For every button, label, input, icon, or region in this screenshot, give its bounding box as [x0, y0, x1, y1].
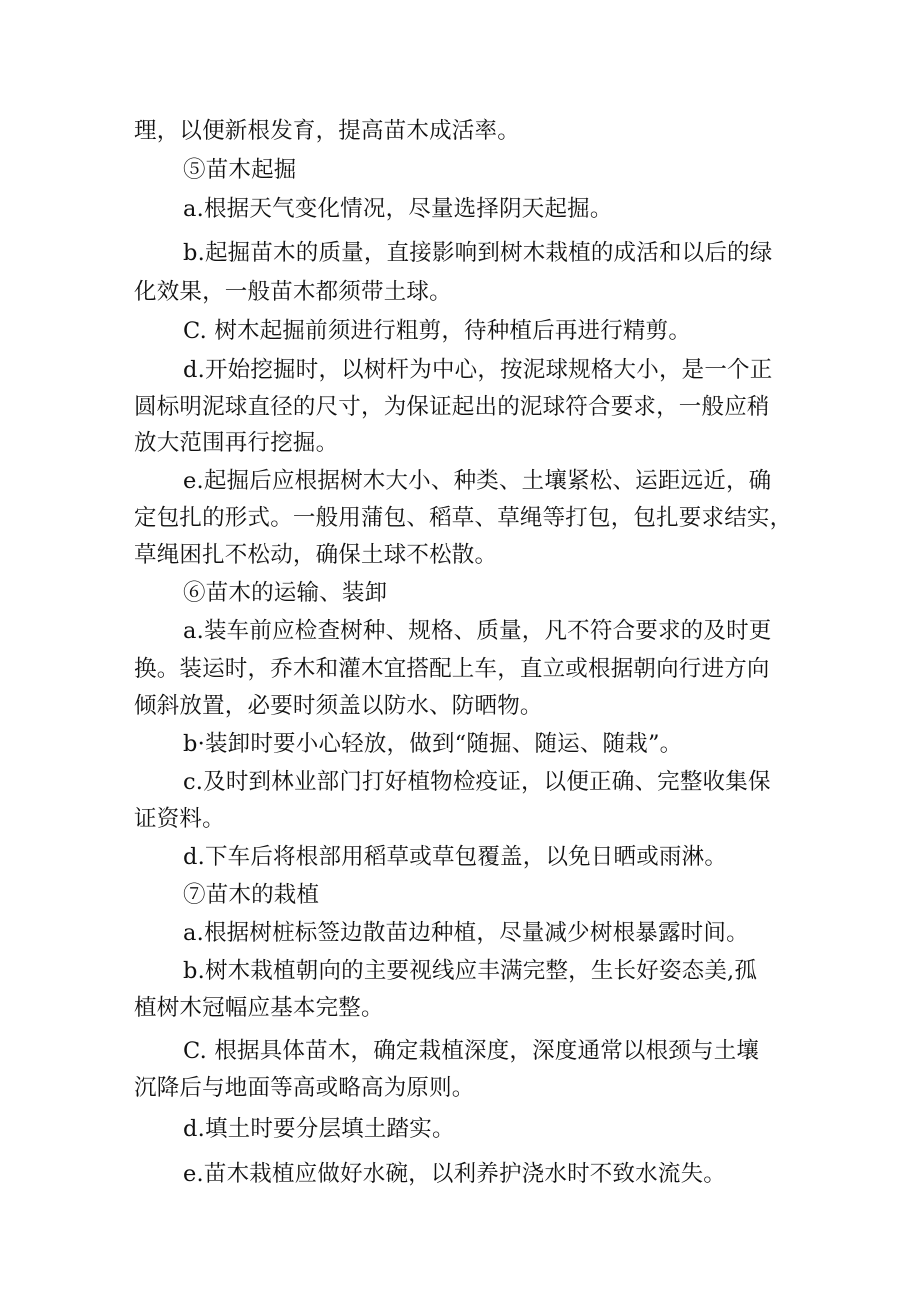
paragraph-line: 理，以便新根发育，提高苗木成活率。 — [134, 118, 520, 144]
paragraph-line: 证资料。 — [134, 806, 225, 832]
paragraph-line: 沉降后与地面等高或略高为原则。 — [134, 1075, 475, 1101]
paragraph-line: 倾斜放置，必要时须盖以防水、防晒物。 — [134, 693, 543, 719]
paragraph-line: 化效果，一般苗木都须带土球。 — [134, 279, 452, 305]
paragraph-line: 草绳困扎不松动，确保土球不松散。 — [134, 542, 498, 568]
paragraph-line: e.起掘后应根据树木大小、种类、土壤紧松、运距远近，确 — [183, 468, 772, 494]
section-heading: ⑦苗木的栽植 — [183, 882, 320, 908]
paragraph-line: 换。装运时，乔木和灌木宜搭配上车，直立或根据朝向行进方向 — [134, 656, 770, 682]
paragraph-line: b.树木栽植朝向的主要视线应丰满完整，生长好姿态美,孤 — [183, 958, 758, 984]
paragraph-line: C. 根据具体苗木，确定栽植深度，深度通常以根颈与土壤 — [183, 1038, 760, 1064]
paragraph-line: a.根据天气变化情况，尽量选择阴天起掘。 — [183, 196, 613, 222]
paragraph-line: b·装卸时要小心轻放，做到“随掘、随运、随栽”。 — [183, 731, 683, 757]
paragraph-line: e.苗木栽植应做好水碗，以利养护浇水时不致水流失。 — [183, 1161, 726, 1187]
paragraph-line: b.起掘苗木的质量，直接影响到树木栽植的成活和以后的绿 — [183, 240, 773, 266]
section-heading: ⑥苗木的运输、装卸 — [183, 580, 388, 606]
section-heading: ⑤苗木起掘 — [183, 157, 297, 183]
paragraph-line: 定包扎的形式。一般用蒲包、稻草、草绳等打包，包扎要求结实， — [134, 505, 793, 531]
paragraph-line: 放大范围再行挖掘。 — [134, 430, 339, 456]
paragraph-line: d.填土时要分层填土踏实。 — [183, 1116, 455, 1142]
paragraph-line: C. 树木起掘前须进行粗剪，待种植后再进行精剪。 — [183, 318, 692, 344]
paragraph-line: a.根据树桩标签边散苗边种植，尽量减少树根暴露时间。 — [183, 920, 749, 946]
paragraph-line: d.下车后将根部用稻草或草包覆盖，以免日晒或雨淋。 — [183, 844, 728, 870]
paragraph-line: a.装车前应检查树种、规格、质量，凡不符合要求的及时更 — [183, 618, 772, 644]
paragraph-line: 圆标明泥球直径的尺寸，为保证起出的泥球符合要求，一般应稍 — [134, 394, 770, 420]
paragraph-line: 植树木冠幅应基本完整。 — [134, 995, 384, 1021]
paragraph-line: c.及时到林业部门打好植物检疫证，以便正确、完整收集保 — [183, 769, 771, 795]
paragraph-line: d.开始挖掘时，以树杆为中心，按泥球规格大小，是一个正 — [183, 357, 773, 383]
